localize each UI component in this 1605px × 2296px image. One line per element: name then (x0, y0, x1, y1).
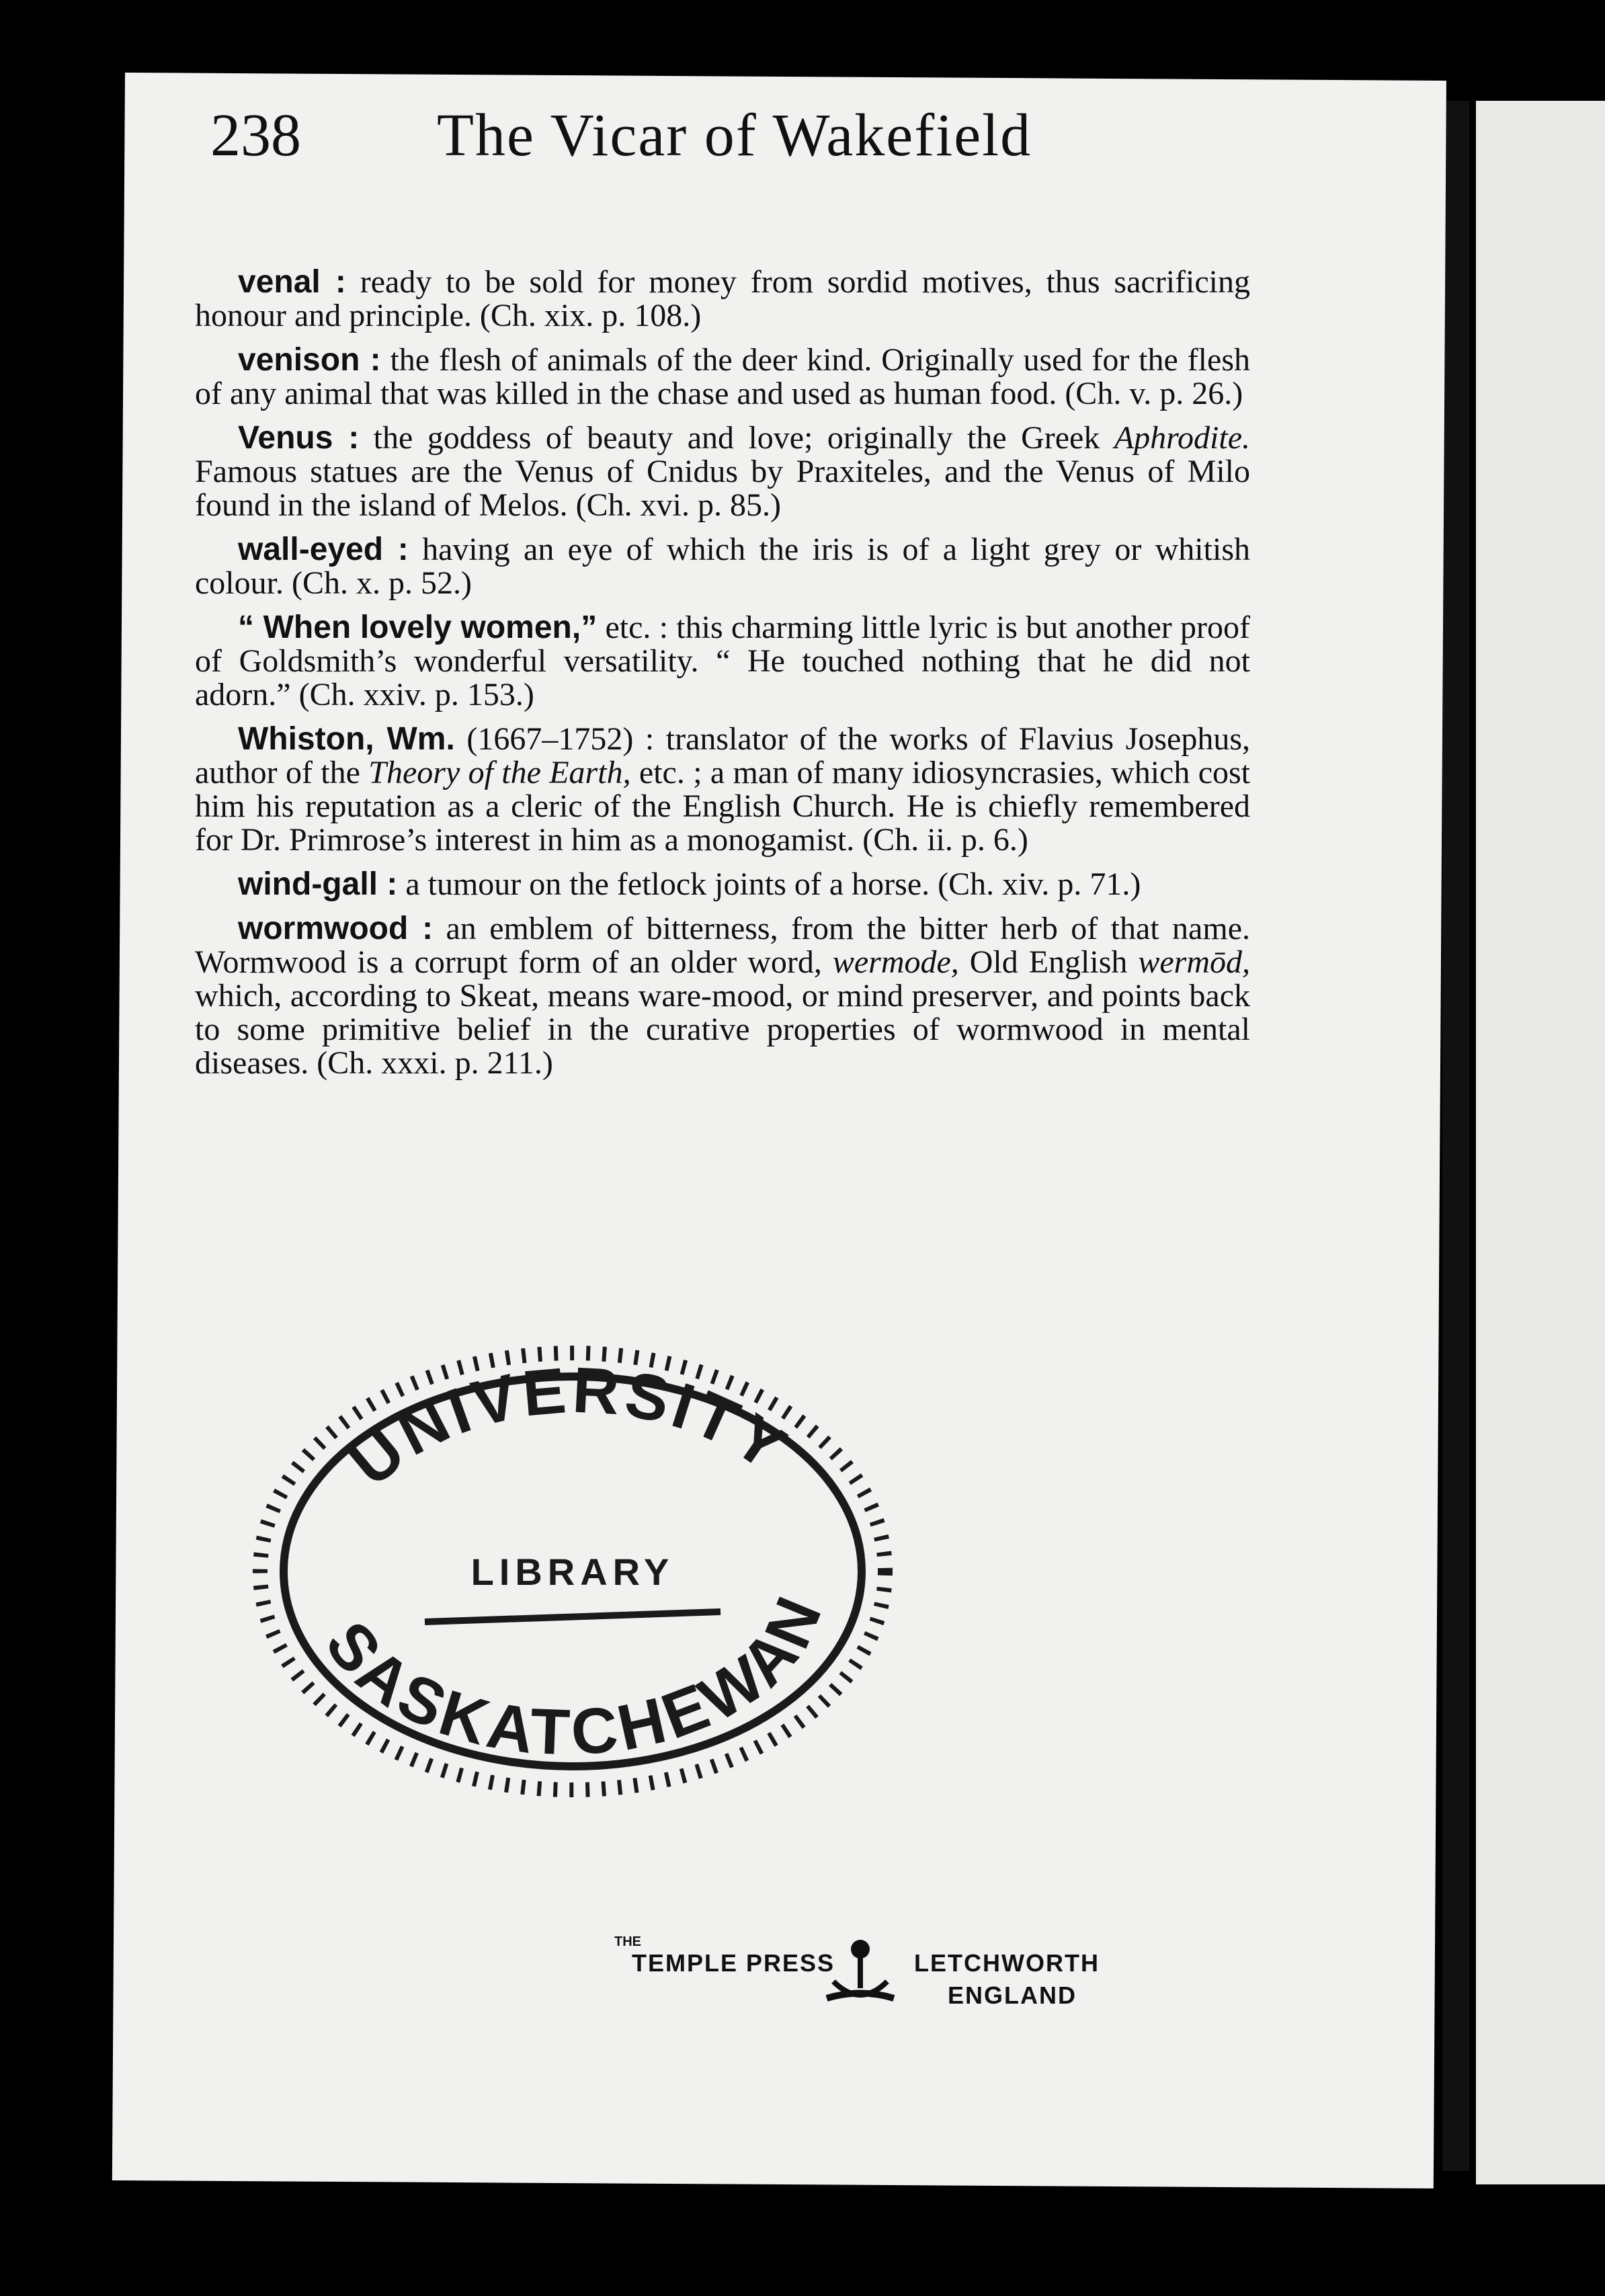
definition: etc. : this charming little lyric is but another proof of Goldsmith’s wonderful versatility. “ He touched nothing that he did not adorn.” (Ch. xxiv. p. 153.) (195, 610, 1250, 712)
headword: venison : (238, 342, 381, 378)
headword: Venus : (238, 420, 360, 456)
stamp-top-text: UNIVERSITY (336, 1354, 801, 1500)
headword: venal : (238, 264, 346, 300)
definition: etc. ; a man of many idiosyncrasies, which cost him his reputation as a cleric of the English Church. He is chiefly remembered for Dr. Primrose’s interest in him as a monogamist. (Ch. ii. p. 6.) (195, 755, 1251, 858)
stamp-middle-text: LIBRARY (470, 1551, 675, 1593)
definition: Old English (958, 944, 1139, 980)
glossary-entry-whiston (195, 723, 1250, 857)
book-gutter (1442, 101, 1469, 2171)
definition: having an eye of which the iris is of a light grey or whitish colour. (Ch. x. p. 52.) (195, 532, 1250, 601)
printer-device-icon (820, 1934, 901, 2008)
definition: which, according to Skeat, means ware-mood, or mind preserver, and points back to some primitive belief in the curative properties of wormwood in mental diseases. (Ch. xxxi. p. 211.) (195, 978, 1250, 1081)
definition: an emblem of bitterness, from the bitter herb of that name. Wormwood is a corrupt form of an older word, (195, 911, 1250, 980)
facing-page-edge (1476, 101, 1605, 2184)
definition: (1667–1752) : translator of the works of Flavius Josephus, author of the (195, 721, 1250, 790)
printer-imprint (598, 1934, 1109, 2035)
imprint-country: ENGLAND (948, 1981, 1077, 2009)
glossary-entries (195, 265, 1250, 1091)
definition: a tumour on the fetlock joints of a horse. (Ch. xiv. p. 71.) (397, 866, 1141, 902)
definition-italic: wermōd, (1138, 944, 1250, 980)
headword: wind-gall : (238, 866, 398, 902)
imprint-place: LETCHWORTH (914, 1949, 1100, 1977)
headword: wall-eyed : (238, 532, 409, 567)
headword: “ When lovely women,” (238, 610, 598, 645)
definition: ready to be sold for money from sordid motives, thus sacrificing honour and principle. (Ch. xix. p. 108.) (195, 264, 1251, 333)
definition: the goddess of beauty and love; originally the Greek (359, 420, 1114, 456)
glossary-entry-venal (195, 265, 1250, 333)
definition: the flesh of animals of the deer kind. Originally used for the flesh of any animal that was killed in the chase and used as human food. (Ch. v. p. 26.) (195, 342, 1251, 411)
definition-italic: wermode, (832, 944, 959, 980)
imprint-press: TEMPLE PRESS (632, 1949, 835, 1977)
imprint-the: THE (614, 1934, 641, 1949)
definition: Famous statues are the Venus of Cnidus by Praxiteles, and the Venus of Milo found in the island of Melos. (Ch. xvi. p. 85.) (195, 454, 1250, 523)
headword: wormwood : (238, 911, 434, 946)
running-title: The Vicar of Wakefield (437, 102, 1032, 169)
page-number: 238 (210, 102, 301, 169)
definition-italic: Theory of the Earth, (368, 755, 631, 790)
headword: Whiston, Wm. (238, 721, 455, 757)
stamp-rule (425, 1612, 721, 1622)
definition-italic: Aphrodite. (1114, 420, 1251, 456)
library-stamp (223, 1323, 929, 1813)
glossary-entry-venison (195, 343, 1250, 411)
library-stamp-graphic (223, 1323, 929, 1813)
glossary-entry-wind-gall (195, 868, 1250, 901)
glossary-entry-venus (195, 421, 1250, 522)
glossary-entry-wall-eyed (195, 533, 1250, 600)
glossary-entry-when-lovely-women (195, 611, 1250, 712)
stamp-bottom-text: SASKATCHEWAN (311, 1584, 837, 1769)
glossary-entry-wormwood (195, 912, 1250, 1080)
